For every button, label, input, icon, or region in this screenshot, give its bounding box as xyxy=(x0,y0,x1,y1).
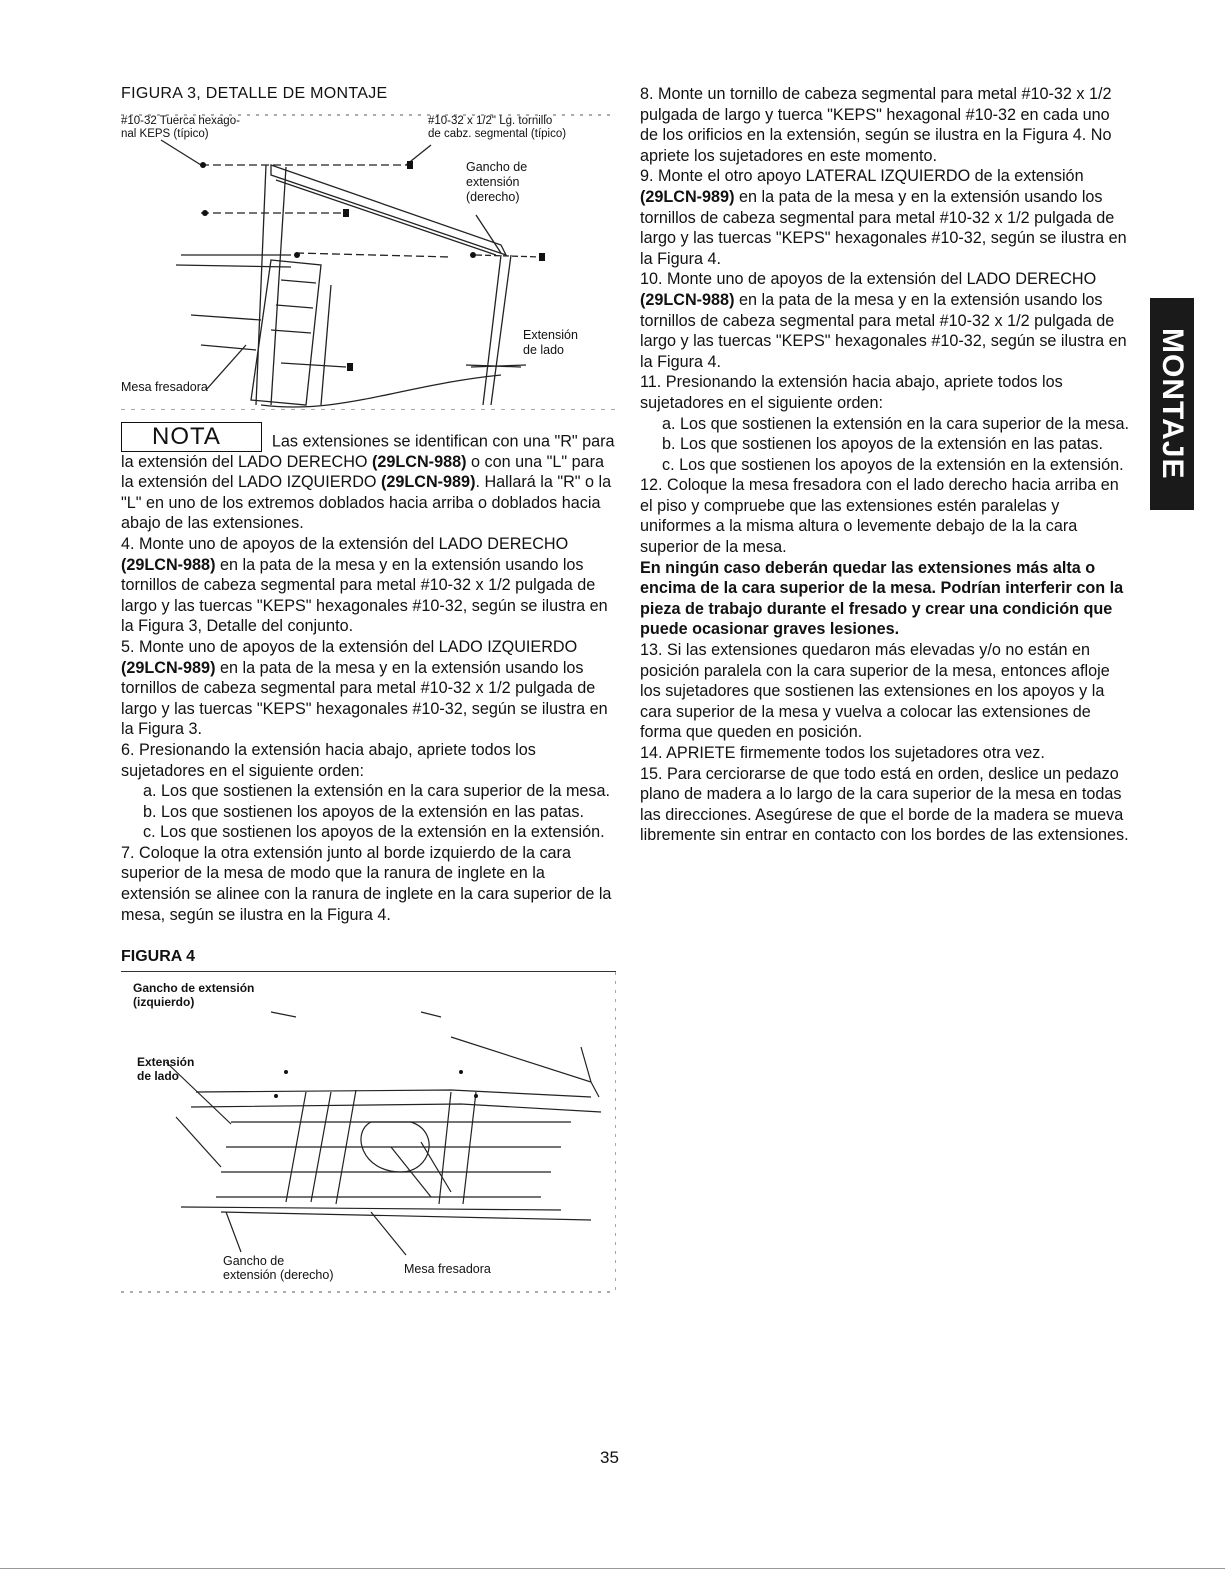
figure3-label-ext-2: de lado xyxy=(523,342,565,357)
step-6-a: a. Los que sostienen la extensión en la cara superior de la mesa. xyxy=(143,782,611,801)
figure3-label-ext: Extensión xyxy=(523,327,578,342)
figure4-diagram xyxy=(121,972,616,1294)
bottom-rule xyxy=(0,1568,1225,1569)
step-8: 8. Monte un tornillo de cabeza segmental para metal #10-32 x 1/2 pulgada de largo y tuerca "KEPS" hexagonal #10-32 en cada uno de los orificios en la extensión, según se ilustra en la Figura 4. No apriete los sujetadores en este momento. xyxy=(640,85,1112,165)
step-6: 6. Presionando la extensión hacia abajo, apriete todos los sujetadores en el siguiente orden: xyxy=(121,740,536,780)
step-9 xyxy=(640,166,1130,269)
step-5-text-b: en la pata de la mesa y en la extensión usando los tornillos de cabeza segmental para metal #10-32 x 1/2 pulgada de largo y las tuercas "KEPS" hexagonales #10-32, según se ilustra en la Figura 3. xyxy=(121,658,608,739)
step-15: 15. Para cerciorarse de que todo está en orden, deslice un pedazo plano de madera a lo largo de la cara superior de la mesa en todas las direcciones. Asegúrese de que el borde de la madera se mueva libremente sin entrar en contacto con los bordes de las extensiones. xyxy=(640,764,1129,845)
figure4-drawing xyxy=(121,972,616,1294)
figure4-title: FIGURA 4 xyxy=(121,947,616,972)
step-11-a: a. Los que sostienen la extensión en la cara superior de la mesa. xyxy=(662,414,1130,433)
step-11-b: b. Los que sostienen los apoyos de la extensión en las patas. xyxy=(662,435,1103,454)
right-column xyxy=(640,84,1130,846)
step-10 xyxy=(640,269,1130,372)
figure4-label-hook-left-2: (izquierdo) xyxy=(133,994,195,1009)
figure3-diagram xyxy=(121,105,616,410)
nota-code-2: (29LCN-989) xyxy=(381,473,476,492)
step-9-text: 9. Monte el otro apoyo LATERAL IZQUIERDO de la extensión xyxy=(640,167,1084,186)
step-11: 11. Presionando la extensión hacia abajo, apriete todos los sujetadores en el siguiente orden: xyxy=(640,373,1063,412)
figure4-label-ext: Extensión xyxy=(137,1054,195,1069)
figure3-label-nut: #10-32 Tuerca hexago- xyxy=(121,114,240,127)
step-11-c: c. Los que sostienen los apoyos de la extensión en la extensión. xyxy=(662,455,1124,474)
step-10-code: (29LCN-988) xyxy=(640,290,735,309)
step-4-text: 4. Monte uno de apoyos de la extensión del LADO DERECHO xyxy=(121,534,569,553)
step-5 xyxy=(121,637,616,740)
step-14: 14. APRIETE firmemente todos los sujetadores otra vez. xyxy=(640,744,1045,762)
left-column xyxy=(121,84,616,1294)
nota-text-1: Las extensiones se identifican con una "R" para la extensión del LADO DERECHO xyxy=(121,432,615,471)
step-4-text-b: en la pata de la mesa y en la extensión usando los tornillos de cabeza segmental para metal #10-32 x 1/2 pulgada de largo y las tuercas "KEPS" hexagonales #10-32, según se ilustra en la Figura 3, Detalle del conjunto. xyxy=(121,555,608,636)
nota-label: NOTA xyxy=(121,422,262,452)
figure3-label-hook: Gancho de xyxy=(466,159,528,174)
section-tab-label: MONTAJE xyxy=(1156,328,1189,480)
figure3-drawing xyxy=(121,105,616,410)
step-4-code: (29LCN-988) xyxy=(121,555,216,574)
step-4 xyxy=(121,534,616,637)
nota-text-3: . Hallará la "R" o la "L" en uno de los extremos doblados hacia arriba o doblados hacia abajo de las extensiones. xyxy=(121,473,612,533)
step-5-text: 5. Monte uno de apoyos de la extensión del LADO IZQUIERDO xyxy=(121,637,578,656)
figure4-label-table: Mesa fresadora xyxy=(404,1261,491,1276)
figure3-label-hook-3: (derecho) xyxy=(466,189,520,204)
step-9-code: (29LCN-989) xyxy=(640,187,735,206)
figure3-label-screw: #10-32 x 1/2" Lg. tornillo xyxy=(428,114,553,127)
figure4-label-hook-left: Gancho de extensión xyxy=(133,980,255,995)
step-9-text-b: en la pata de la mesa y en la extensión usando los tornillos de cabeza segmental para metal #10-32 x 1/2 pulgada de largo y las tuercas "KEPS" hexagonales #10-32, según se ilustra en la Figura 4. xyxy=(640,187,1127,268)
nota-text-2: o con una "L" para la extensión del LADO IZQUIERDO xyxy=(121,452,604,492)
step-6-c: c. Los que sostienen los apoyos de la extensión en la extensión. xyxy=(143,823,605,842)
figure3-label-table: Mesa fresadora xyxy=(121,379,208,394)
step-13: 13. Si las extensiones quedaron más elevadas y/o no están en posición paralela con la cara superior de la mesa, entonces afloje los sujetadores que sostienen las extensiones en los apoyos y la cara superior de la mesa y vuelva a colocar las extensiones de forma que queden en posición. xyxy=(640,641,1110,742)
step-7: 7. Coloque la otra extensión junto al borde izquierdo de la cara superior de la mesa de modo que la ranura de inglete en la extensión se alinee con la ranura de inglete en la cara superior de la mesa, según se ilustra en la Figura 4. xyxy=(121,843,612,924)
figure3-label-screw-cont: de cabz. segmental (típico) xyxy=(428,127,567,140)
figure3-label-hook-2: extensión xyxy=(466,174,520,189)
step-10-text: 10. Monte uno de apoyos de la extensión del LADO DERECHO xyxy=(640,270,1097,289)
step-12: 12. Coloque la mesa fresadora con el lado derecho hacia arriba en el piso y compruebe que las extensiones estén paralelas y uniformes a la misma altura o levemente debajo de la la cara superior de la mesa. xyxy=(640,476,1119,557)
figure4-label-hook-right: Gancho de xyxy=(223,1253,285,1268)
nota-code-1: (29LCN-988) xyxy=(372,452,467,471)
nota-block xyxy=(121,422,616,534)
warning-text: En ningún caso deberán quedar las extensiones más alta o encima de la cara superior de la mesa. Podrían interferir con la pieza de trabajo durante el fresado y crear una condición que puede ocasionar graves lesiones. xyxy=(640,558,1124,639)
step-6-b: b. Los que sostienen los apoyos de la extensión en las patas. xyxy=(143,802,584,821)
figure3-label-nut-cont: nal KEPS (típico) xyxy=(121,127,209,140)
step-5-code: (29LCN-989) xyxy=(121,658,216,677)
figure3-title: FIGURA 3, DETALLE DE MONTAJE xyxy=(121,85,388,102)
page-number: 35 xyxy=(600,1448,619,1467)
figure4-label-hook-right-2: extensión (derecho) xyxy=(223,1267,334,1282)
figure4-label-ext-2: de lado xyxy=(137,1068,180,1083)
step-10-text-b: en la pata de la mesa y en la extensión usando los tornillos de cabeza segmental para metal #10-32 x 1/2 pulgada de largo y las tuercas "KEPS" hexagonales #10-32, según se ilustra en la Figura 4. xyxy=(640,290,1127,371)
